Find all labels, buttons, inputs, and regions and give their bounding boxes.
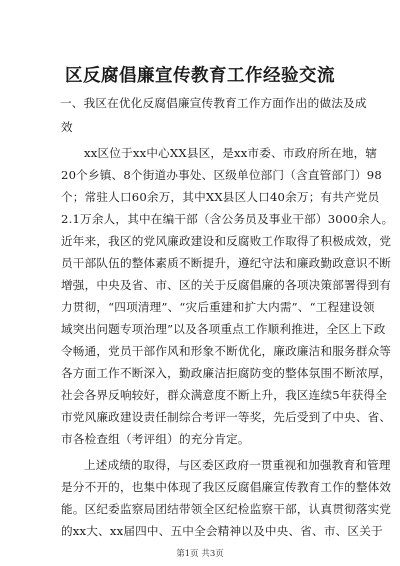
paragraph-line: 的xx大、xx届四中、五中全会精神以及中央、省、市、区关于 (61, 524, 383, 538)
section-heading-line: 效 (61, 120, 73, 134)
paragraph-line: xx区位于xx中心XX县区，是xx市委、市政府所在地，辖 (84, 146, 378, 160)
paragraph-line: 是分不开的，也集中体现了我区反腐倡廉宣传教育工作的整体效 (61, 480, 392, 494)
paragraph-line: 各方面工作不断深入，勤政廉洁拒腐防变的整体氛围不断浓厚， (61, 366, 392, 380)
paragraph-line: 能。区纪委监察局团结带领全区纪检监察干部，认真贯彻落实党 (61, 502, 392, 516)
paragraph-line: 近年来，我区的党风廉政建设和反腐败工作取得了积极成效，党 (61, 234, 392, 248)
paragraph-line: 域突出问题专项治理”以及各项重点工作顺利推进，全区上下政 (61, 322, 386, 336)
section-heading-line: 一、我区在优化反腐倡廉宣传教育工作方面作出的做法及成 (60, 96, 367, 110)
page-number-footer: 第1页 共3页 (176, 549, 224, 559)
paragraph-line: 令畅通，党员干部作风和形象不断优化，廉政廉洁和服务群众等 (61, 344, 392, 358)
paragraph-line: 力贯彻，“四项清理”、“灾后重建和扩大内需”、“工程建设领 (61, 300, 375, 314)
paragraph-line: 上述成绩的取得，与区委区政府一贯重视和加强教育和管理 (84, 458, 391, 472)
paragraph-line: 市各检查组（考评组）的充分肯定。 (61, 432, 250, 446)
paragraph-line: 20个乡镇、8个街道办事处、区级单位部门（含直管部门）98 (61, 168, 382, 182)
paragraph-line: 增强，中央及省、市、区的关于反腐倡廉的各项决策部署得到有 (61, 278, 392, 292)
document-title: 区反腐倡廉宣传教育工作经验交流 (65, 66, 335, 86)
paragraph-line: 市党风廉政建设责任制综合考评一等奖，先后受到了中央、省、 (61, 410, 392, 424)
paragraph-line: 社会各界反响较好，群众满意度不断上升，我区连续5年获得全 (61, 388, 388, 402)
paragraph-line: 员干部队伍的整体素质不断提升，遵纪守法和廉政勤政意识不断 (61, 256, 392, 270)
paragraph-line: 2.1万余人，其中在编干部（含公务员及事业干部）3000余人。 (61, 212, 394, 226)
paragraph-line: 个；常驻人口60余万，其中XX县区人口40余万；有共产党员 (61, 190, 380, 204)
